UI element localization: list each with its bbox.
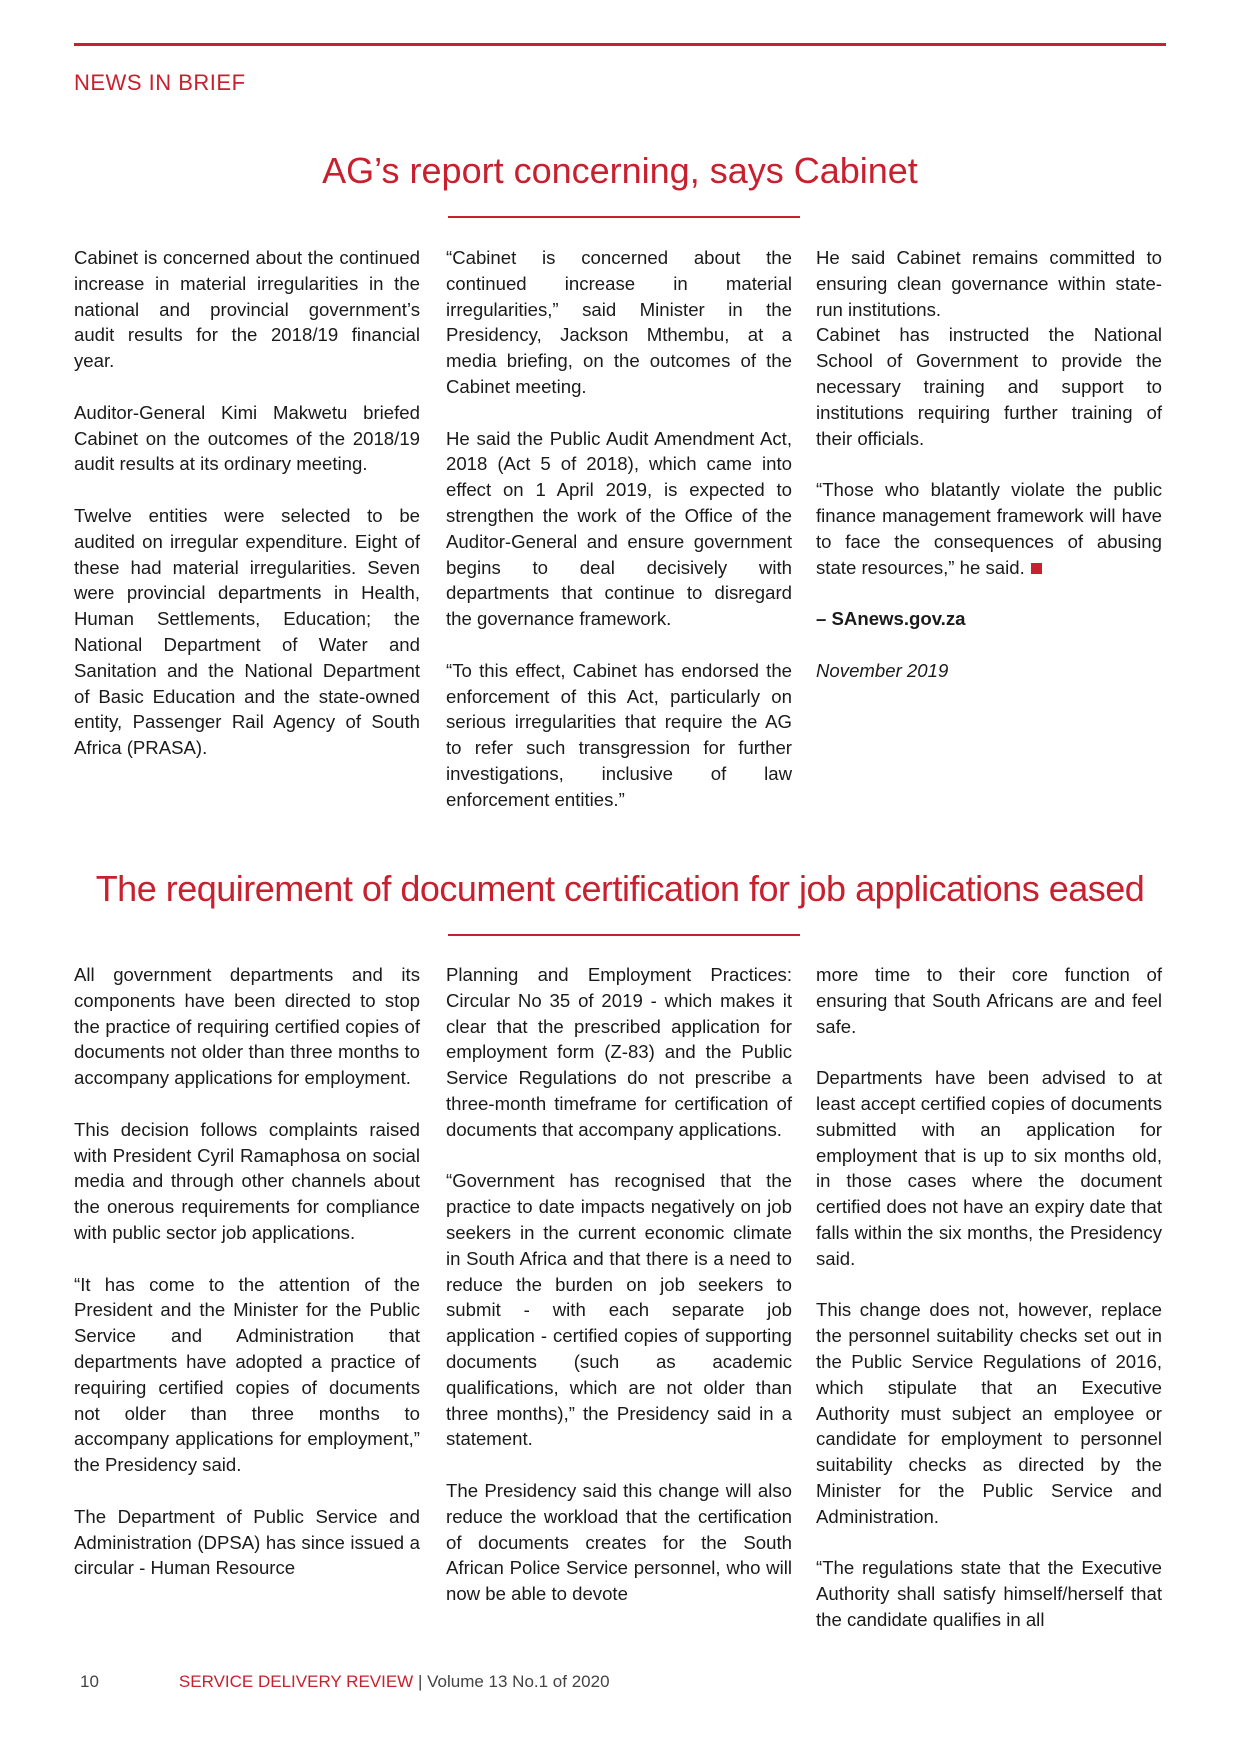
paragraph: The Presidency said this change will also reduce the workload that the certification of documents creates for the South African Police Service personnel, who will now be able to devote <box>446 1479 792 1605</box>
paragraph: more time to their core function of ensuring that South Africans are and feel safe. <box>816 964 1162 1037</box>
paragraph: Cabinet is concerned about the continued increase in material irregularities in the national and provincial government’s audit results for the 2018/19 financial year. <box>74 247 420 372</box>
paragraph: Twelve entities were selected to be audited on irregular expenditure. Eight of these had material irregularities. Seven were provincial departments in Health, Human Settlements, Education; the National Department of Water and Sanitation and the National Department of Basic Education and the state-owned entity, Passenger Rail Agency of South Africa (PRASA). <box>74 504 420 759</box>
article2-headline: The requirement of document certification for job applications eased <box>95 868 1145 909</box>
paragraph: Departments have been advised to at least accept certified copies of documents submitted with an application for employment that is up to six months old, in those cases where the document certified does not have an expiry date that falls within the six months, the Presidency said. <box>816 1067 1162 1269</box>
paragraph: This decision follows complaints raised with President Cyril Ramaphosa on social media and through other channels about the onerous requirements for compliance with public sector job applications. <box>74 1118 420 1243</box>
footer-separator: | <box>413 1672 428 1691</box>
article2-column-1 <box>74 962 420 1607</box>
paragraph <box>816 477 1162 580</box>
paragraph: Planning and Employment Practices: Circular No 35 of 2019 - which makes it clear that the prescribed application for employment form (Z-83) and the Public Service Regulations do not prescribe a three-month timeframe for certification of documents that accompany applications. <box>446 964 792 1140</box>
paragraph: He said the Public Audit Amendment Act, 2018 (Act 5 of 2018), which came into effect on 1 April 2019, is expected to strengthen the work of the Office of the Auditor-General and ensure government begins to deal decisively with departments that continue to disregard the governance framework. <box>446 427 792 630</box>
paragraph: Auditor-General Kimi Makwetu briefed Cabinet on the outcomes of the 2018/19 audit results at its ordinary meeting. <box>74 401 420 475</box>
paragraph: All government departments and its components have been directed to stop the practice of requiring certified copies of documents not older than three months to accompany applications for employment. <box>74 964 420 1089</box>
section-label: NEWS IN BRIEF <box>74 70 246 95</box>
page-number: 10 <box>80 1672 99 1691</box>
article1-headline-underline <box>448 216 800 218</box>
paragraph: Cabinet has instructed the National School of Government to provide the necessary training and support to institutions requiring further training of their officials. <box>816 324 1162 449</box>
paragraph: “Cabinet is concerned about the continued increase in material irregularities,” said Minister in the Presidency, Jackson Mthembu, at a media briefing, on the outcomes of the Cabinet meeting. <box>446 247 792 397</box>
end-of-article-marker <box>1031 563 1042 574</box>
top-rule <box>74 43 1166 46</box>
paragraph: “To this effect, Cabinet has endorsed the enforcement of this Act, particularly on serious irregularities that require the AG to refer such transgression for further investigations, inclusive of law enforcement entities.” <box>446 659 792 810</box>
issue-volume: Volume 13 No.1 of 2020 <box>427 1672 610 1691</box>
article1-column-3 <box>816 245 1162 709</box>
magazine-title: SERVICE DELIVERY REVIEW <box>178 1672 414 1691</box>
article1-column-1 <box>74 245 420 787</box>
article2-column-2 <box>446 962 792 1633</box>
article-date: November 2019 <box>816 659 949 681</box>
article2-headline-underline <box>448 934 800 936</box>
paragraph-text: “Those who blatantly violate the public finance management framework will have to face the consequences of abusing state resources,” he said. <box>816 479 1162 578</box>
article1-column-2 <box>446 245 792 838</box>
article-source: – SAnews.gov.za <box>816 608 966 630</box>
paragraph: “It has come to the attention of the President and the Minister for the Public Service and Administration that departments have adopted a practice of requiring certified copies of documents not older than three months to accompany applications for employment,” the Presidency said. <box>74 1273 420 1476</box>
paragraph: “The regulations state that the Executive Authority shall satisfy himself/herself that the candidate qualifies in all <box>816 1557 1162 1630</box>
paragraph: He said Cabinet remains committed to ensuring clean governance within state-run institutions. <box>816 247 1162 320</box>
article2-column-3 <box>816 962 1162 1659</box>
paragraph: The Department of Public Service and Administration (DPSA) has since issued a circular - Human Resource <box>74 1505 420 1579</box>
article1-headline: AG’s report concerning, says Cabinet <box>322 150 918 191</box>
paragraph: “Government has recognised that the practice to date impacts negatively on job seekers in the current economic climate in South Africa and that there is a need to reduce the burden on job seekers to submit - with each separate job application - certified copies of supporting documents (such as academic qualifications, which are not older than three months),” the Presidency said in a statement. <box>446 1170 792 1450</box>
page-footer <box>80 1672 610 1692</box>
paragraph: This change does not, however, replace the personnel suitability checks set out in the Public Service Regulations of 2016, which stipulate that an Executive Authority must subject an employee or candidate for employment to personnel suitability checks as directed by the Minister for the Public Service and Administration. <box>816 1299 1162 1527</box>
